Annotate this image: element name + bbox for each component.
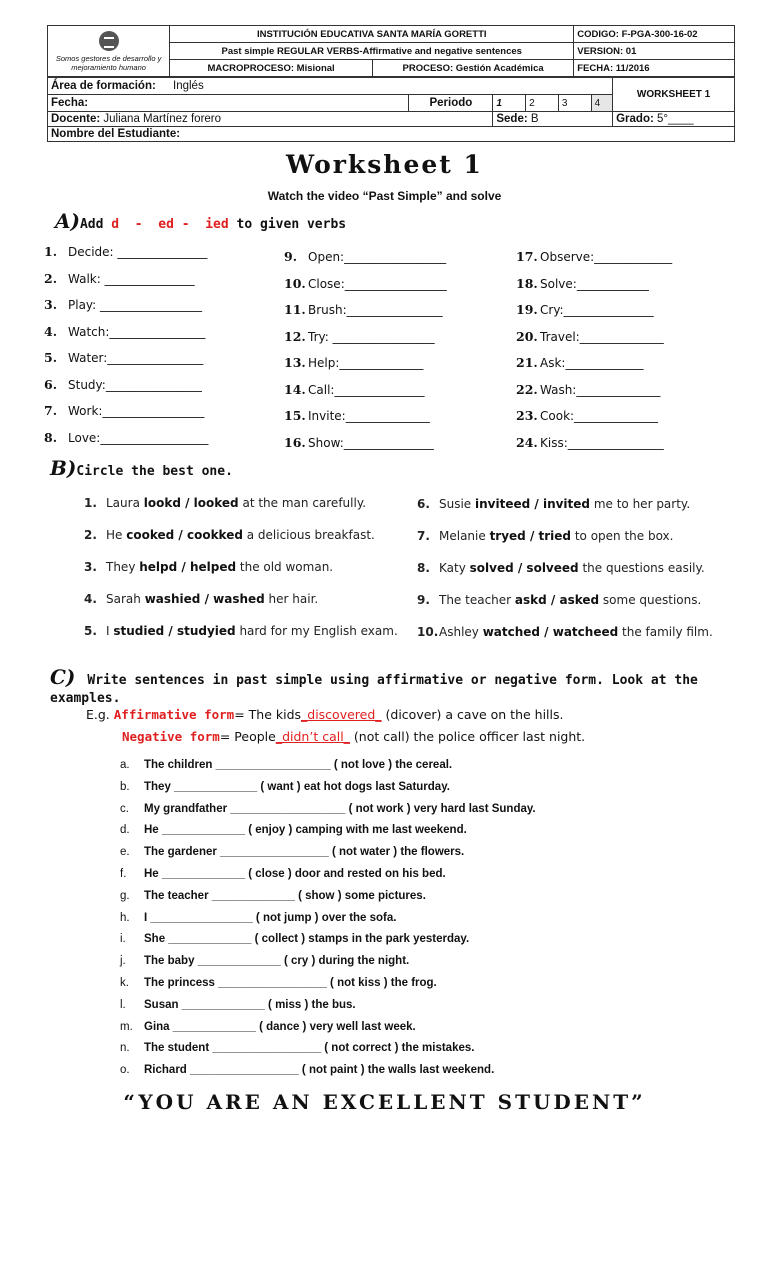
verb-blank: Open:_________________ <box>308 250 447 264</box>
verb-number: 18. <box>516 275 538 291</box>
circle-post: some questions. <box>599 593 702 607</box>
docente-label: Docente: <box>51 113 101 125</box>
verb-blank: Try: _________________ <box>308 329 435 344</box>
sentence-item <box>120 824 467 836</box>
circle-pre: I <box>106 624 114 638</box>
sede-cell <box>493 112 613 127</box>
verb-number: 11. <box>284 302 306 317</box>
verb-item <box>284 435 434 450</box>
circle-post: a delicious breakfast. <box>242 528 375 542</box>
macroproceso: MACROPROCESO: Misional <box>170 60 373 77</box>
circle-number: 5. <box>84 624 97 638</box>
section-a-heading <box>55 209 346 233</box>
verb-item <box>44 403 204 418</box>
sentence-letter: d. <box>120 824 130 837</box>
verb-blank: Decide: _______________ <box>68 245 208 259</box>
sentence-letter: m. <box>120 1020 133 1033</box>
verb-blank: Travel:______________ <box>540 329 664 344</box>
verb-item <box>44 297 202 312</box>
periodo-4: 4 <box>591 95 613 112</box>
section-b-text: Circle the best one. <box>76 464 233 479</box>
verb-item <box>516 408 658 423</box>
verb-blank: Help:______________ <box>308 356 424 370</box>
circle-item <box>84 560 333 574</box>
example-affirmative <box>86 707 564 722</box>
verb-item <box>516 276 649 291</box>
circle-options: cooked / cookked <box>126 528 243 542</box>
circle-options: studied / studyied <box>113 624 236 638</box>
page-subtitle: Watch the video “Past Simple” and solve <box>267 189 502 203</box>
circle-options: lookd / looked <box>143 496 239 510</box>
proceso: PROCESO: Gestión Académica <box>372 60 573 77</box>
sentence-item <box>120 999 356 1011</box>
verb-blank: Call:_______________ <box>308 382 425 397</box>
verb-number: 15. <box>284 408 306 423</box>
area-label: Área de formación: <box>51 80 156 92</box>
sentence-letter: h. <box>120 911 130 924</box>
verb-number: 23. <box>516 408 538 423</box>
verb-blank: Love:__________________ <box>68 430 209 445</box>
circle-pre: Melanie <box>439 529 490 543</box>
verb-number: 19. <box>516 302 538 317</box>
student-info-table <box>47 77 735 142</box>
sentence-text: They _____________ ( want ) eat hot dogs last Saturday. <box>144 780 450 793</box>
verb-number: 24. <box>516 434 538 450</box>
circle-post: the family film. <box>618 625 713 639</box>
circle-pre: Katy <box>439 561 470 575</box>
verb-number: 2. <box>44 270 58 286</box>
verb-number: 10. <box>284 275 306 291</box>
sentence-text: The teacher _____________ ( show ) some pictures. <box>144 889 426 902</box>
verb-blank: Work:_________________ <box>68 404 205 418</box>
school-logo-icon <box>99 31 119 51</box>
circle-options: solved / solveed <box>469 561 579 575</box>
circle-item <box>84 496 366 510</box>
section-c-text: Write sentences in past simple using affirmative or negative form. Look at the examples. <box>50 673 698 706</box>
circle-item <box>84 592 318 606</box>
verb-item <box>44 324 205 339</box>
verb-blank: Solve:____________ <box>540 276 649 291</box>
periodo-label: Periodo <box>409 95 493 112</box>
circle-post: the old woman. <box>236 560 334 574</box>
verb-item <box>44 377 202 392</box>
docente-value: Juliana Martínez forero <box>103 113 222 125</box>
circle-item <box>417 561 705 575</box>
circle-pre: Ashley <box>439 625 483 639</box>
circle-pre: Sarah <box>106 592 145 606</box>
circle-options: helpd / helped <box>139 560 237 574</box>
affirmative-pre: = The kids <box>234 707 302 722</box>
verb-number: 16. <box>284 434 306 450</box>
verb-number: 22. <box>516 381 538 397</box>
sede-value: B <box>530 113 539 125</box>
verb-item <box>516 302 654 317</box>
verb-number: 14. <box>284 381 306 397</box>
circle-post: the questions easily. <box>578 561 705 575</box>
sentence-letter: c. <box>120 802 129 815</box>
sentence-item <box>120 1021 416 1033</box>
verb-number: 12. <box>284 328 306 344</box>
verb-number: 7. <box>44 403 58 418</box>
circle-item <box>417 625 713 639</box>
sentence-letter: i. <box>120 933 126 946</box>
verb-item <box>284 276 447 291</box>
verb-blank: Show:_______________ <box>308 435 434 450</box>
verb-number: 3. <box>44 297 58 312</box>
circle-item <box>417 497 690 511</box>
affirmative-form-label: Affirmative form <box>113 707 235 722</box>
circle-number: 4. <box>84 592 97 606</box>
circle-pre: The teacher <box>439 593 515 607</box>
fecha-label: Fecha: <box>48 95 409 112</box>
section-a-endings: d - ed - ied <box>111 217 229 232</box>
negative-form-label: Negative form <box>122 729 220 744</box>
sentence-letter: f. <box>120 868 127 880</box>
negative-answer: _didn’t call_ <box>275 729 350 744</box>
circle-post: me to her party. <box>590 497 691 511</box>
verb-item <box>516 249 672 264</box>
circle-number: 6. <box>417 497 430 511</box>
sentence-item <box>120 933 469 945</box>
circle-item <box>417 529 673 543</box>
sentence-letter: n. <box>120 1042 130 1055</box>
circle-number: 7. <box>417 529 430 543</box>
verb-item <box>516 435 664 450</box>
sentence-letter: l. <box>120 998 126 1011</box>
verb-item <box>516 382 660 397</box>
sentence-letter: g. <box>120 889 130 902</box>
area-value: Inglés <box>173 80 204 92</box>
circle-pre: He <box>106 528 127 542</box>
topic: Past simple REGULAR VERBS-Affirmative and negative sentences <box>170 43 574 60</box>
example-negative <box>122 729 585 744</box>
codigo: CODIGO: F-PGA-300-16-02 <box>574 26 735 43</box>
verb-blank: Cry:_______________ <box>540 303 654 317</box>
sentence-text: Richard _________________ ( not paint ) the walls last weekend. <box>144 1064 495 1077</box>
section-b-letter: B) <box>50 456 77 480</box>
area-row <box>48 78 613 95</box>
verb-number: 20. <box>516 328 538 344</box>
sentence-item <box>120 912 396 924</box>
verb-number: 13. <box>284 355 306 370</box>
verb-item <box>44 430 208 445</box>
version: VERSION: 01 <box>574 43 735 60</box>
sentence-text: My grandfather __________________ ( not work ) very hard last Sunday. <box>144 802 536 815</box>
verb-blank: Walk: _______________ <box>68 271 195 286</box>
circle-number: 3. <box>84 560 97 574</box>
verb-item <box>284 302 443 317</box>
section-a-letter: A) <box>55 209 80 233</box>
verb-blank: Study:________________ <box>68 377 202 392</box>
verb-blank: Wash:______________ <box>540 382 661 397</box>
verb-number: 9. <box>284 249 298 264</box>
logo-caption: Somos gestores de desarrollo y mejoramiento humano <box>55 53 162 72</box>
periodo-2: 2 <box>526 95 559 112</box>
verb-item <box>284 249 446 264</box>
sentence-text: She _____________ ( collect ) stamps in the park yesterday. <box>144 933 470 946</box>
sentence-text: The baby _____________ ( cry ) during the night. <box>144 955 410 968</box>
sentence-item <box>120 1064 494 1076</box>
sentence-letter: a. <box>120 759 130 771</box>
circle-post: her hair. <box>264 592 319 606</box>
circle-options: inviteed / invited <box>475 497 591 511</box>
circle-item <box>84 528 375 542</box>
verb-blank: Play: _________________ <box>68 298 203 312</box>
grado-value: 5°____ <box>657 113 694 125</box>
section-c-letter: C) <box>50 665 76 689</box>
verb-item <box>284 382 424 397</box>
verb-blank: Invite:______________ <box>308 409 430 423</box>
verb-blank: Cook:______________ <box>540 409 659 423</box>
verb-item <box>516 355 643 370</box>
periodo-1: 1 <box>493 95 526 112</box>
verb-item <box>284 329 435 344</box>
footer-motto: “YOU ARE AN EXCELLENT STUDENT” <box>123 1090 646 1114</box>
circle-item <box>417 593 701 607</box>
verb-number: 8. <box>44 429 58 445</box>
verb-blank: Water:________________ <box>68 351 204 365</box>
circle-options: tryed / tried <box>489 529 572 543</box>
circle-number: 8. <box>417 561 430 575</box>
verb-blank: Observe:_____________ <box>540 250 673 264</box>
sentence-text: The student _________________ ( not correct ) the mistakes. <box>144 1042 475 1055</box>
sede-label: Sede: <box>496 113 528 125</box>
section-b-heading <box>50 456 233 480</box>
sentence-item <box>120 759 452 771</box>
fecha-doc: FECHA: 11/2016 <box>574 60 735 77</box>
sentence-text: He _____________ ( enjoy ) camping with me last weekend. <box>144 824 467 837</box>
institution-header-table <box>47 25 735 77</box>
sentence-text: The gardener _________________ ( not water ) the flowers. <box>144 846 465 859</box>
verb-item <box>284 408 430 423</box>
nombre-label: Nombre del Estudiante: <box>48 127 735 142</box>
verb-blank: Kiss:________________ <box>540 435 664 450</box>
sentence-item <box>120 977 437 989</box>
sentence-item <box>120 803 536 815</box>
negative-pre: = People <box>219 729 276 744</box>
circle-pre: Susie <box>439 497 476 511</box>
docente-cell <box>48 112 493 127</box>
circle-post: hard for my English exam. <box>235 624 398 638</box>
sentence-item <box>120 955 409 967</box>
grado-cell <box>613 112 735 127</box>
verb-item <box>44 350 203 365</box>
sentence-item <box>120 846 464 858</box>
circle-item <box>84 624 398 638</box>
circle-pre: They <box>106 560 140 574</box>
verb-item <box>44 244 207 259</box>
sentence-text: Susan _____________ ( miss ) the bus. <box>144 998 356 1011</box>
verb-item <box>44 271 195 286</box>
verb-number: 21. <box>516 355 538 370</box>
verb-blank: Close:_________________ <box>308 276 447 291</box>
periodo-3: 3 <box>558 95 591 112</box>
institution-name: INSTITUCIÓN EDUCATIVA SANTA MARÍA GORETTI <box>170 26 574 43</box>
circle-options: watched / watcheed <box>482 625 619 639</box>
verb-item <box>284 355 423 370</box>
verb-number: 1. <box>44 244 58 259</box>
sentence-item <box>120 890 426 902</box>
sentence-item <box>120 868 446 880</box>
sentence-text: He _____________ ( close ) door and rested on his bed. <box>144 868 446 880</box>
verb-number: 6. <box>44 376 58 392</box>
negative-post: (not call) the police officer last night. <box>349 729 586 744</box>
page-title: Worksheet 1 <box>286 150 483 179</box>
circle-post: at the man carefully. <box>238 496 367 510</box>
sentence-letter: k. <box>120 977 129 989</box>
sentence-letter: b. <box>120 780 130 793</box>
worksheet-label: WORKSHEET 1 <box>613 78 735 112</box>
circle-options: washied / washed <box>144 592 265 606</box>
verb-number: 5. <box>44 350 58 365</box>
circle-number: 1. <box>84 496 97 510</box>
verb-number: 4. <box>44 323 58 339</box>
sentence-letter: j. <box>120 955 126 968</box>
section-a-text-pre: Add <box>79 217 112 232</box>
sentence-item <box>120 781 450 793</box>
circle-number: 10. <box>417 625 439 639</box>
circle-number: 2. <box>84 528 97 542</box>
circle-post: to open the box. <box>571 529 674 543</box>
verb-blank: Ask:_____________ <box>540 356 644 370</box>
sentence-text: I ________________ ( not jump ) over the sofa. <box>144 911 397 924</box>
circle-options: askd / asked <box>514 593 600 607</box>
affirmative-post: (dicover) a cave on the hills. <box>381 707 564 722</box>
sentence-text: The children __________________ ( not love ) the cereal. <box>144 759 453 771</box>
sentence-text: Gina _____________ ( dance ) very well last week. <box>144 1020 416 1033</box>
sentence-letter: e. <box>120 846 130 859</box>
section-c-heading <box>50 665 769 707</box>
sentence-letter: o. <box>120 1064 130 1077</box>
circle-pre: Laura <box>106 496 144 510</box>
affirmative-answer: _discovered_ <box>301 707 382 722</box>
verb-blank: Brush:________________ <box>308 303 443 317</box>
section-a-text-post: to given verbs <box>228 217 347 232</box>
sentence-text: The princess _________________ ( not kiss ) the frog. <box>144 977 437 989</box>
eg-label: E.g. <box>86 707 110 722</box>
logo-cell <box>48 26 170 77</box>
verb-item <box>516 329 664 344</box>
verb-number: 17. <box>516 249 538 264</box>
sentence-item <box>120 1042 474 1054</box>
verb-blank: Watch:________________ <box>68 324 206 339</box>
circle-number: 9. <box>417 593 430 607</box>
grado-label: Grado: <box>616 113 654 125</box>
